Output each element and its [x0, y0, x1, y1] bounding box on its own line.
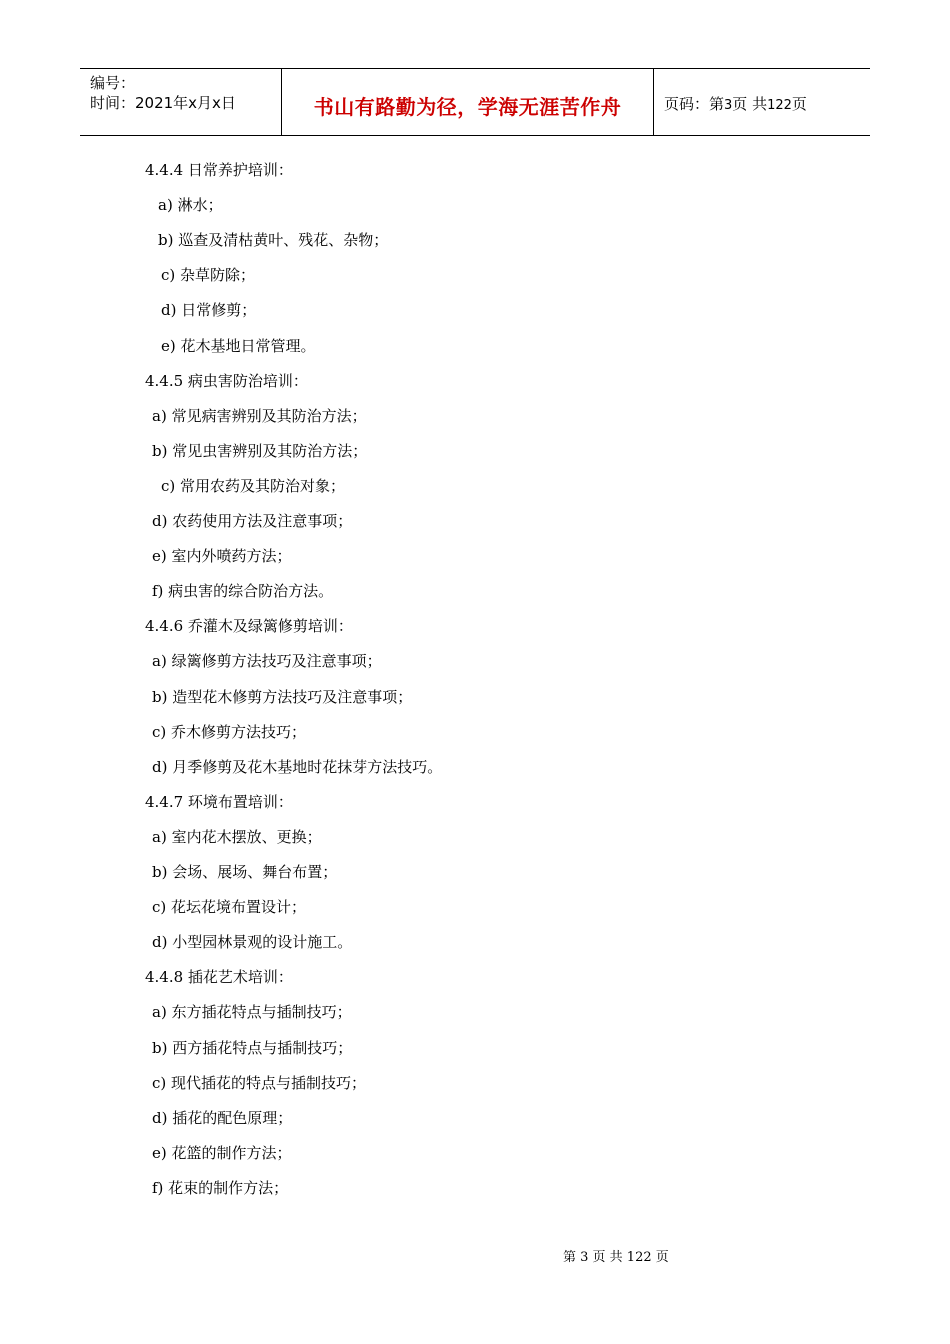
list-item: a) 东方插花特点与插制技巧；: [152, 1003, 352, 1022]
document-date-label: 时间：2021年x月x日: [90, 94, 236, 112]
list-item: d) 月季修剪及花木基地时花抹芽方法技巧。: [152, 757, 443, 776]
header-page-number: 3: [724, 98, 733, 113]
section-heading: 4.4.7 环境布置培训：: [145, 792, 293, 811]
list-item: a) 室内花木摆放、更换；: [152, 827, 322, 846]
header-page-total: 122: [767, 98, 792, 113]
list-item: e) 花篮的制作方法；: [152, 1143, 292, 1162]
list-item: d) 农药使用方法及注意事项；: [152, 512, 353, 530]
section-heading: 4.4.5 病虫害防治培训：: [145, 371, 308, 390]
page-footer: 第 3 页 共 122 页: [563, 1250, 669, 1265]
list-item: a) 绿篱修剪方法技巧及注意事项；: [152, 652, 382, 671]
list-item: d) 小型园林景观的设计施工。: [152, 933, 353, 952]
list-item: e) 花木基地日常管理。: [161, 336, 316, 355]
header-page-suffix: 页: [791, 95, 807, 113]
list-item: b) 会场、展场、舞台布置；: [152, 863, 338, 881]
list-item: c) 现代插花的特点与插制技巧；: [152, 1073, 367, 1092]
list-item: c) 杂草防除；: [161, 266, 256, 285]
header-motto-cell: [282, 69, 654, 135]
list-item: b) 常见虫害辨别及其防治方法；: [152, 441, 368, 460]
section-heading: 4.4.8 插花艺术培训：: [145, 968, 293, 987]
document-number-label: 编号：: [90, 74, 136, 92]
header-page-mid: 页 共: [732, 95, 768, 113]
header-motto: 书山有路勤为径，学海无涯苦作舟: [313, 95, 622, 119]
list-item: c) 乔木修剪方法技巧；: [152, 722, 307, 741]
page-header: [80, 68, 870, 136]
list-item: b) 巡查及清枯黄叶、残花、杂物；: [158, 231, 389, 250]
list-item: f) 病虫害的综合防治方法。: [152, 582, 334, 601]
header-page-cell: [654, 69, 870, 135]
list-item: d) 日常修剪；: [161, 301, 257, 320]
list-item: e) 室内外喷药方法；: [152, 547, 292, 566]
list-item: c) 常用农药及其防治对象；: [161, 476, 346, 495]
list-item: a) 常见病害辨别及其防治方法；: [152, 406, 367, 425]
list-item: b) 造型花木修剪方法技巧及注意事项；: [152, 687, 413, 706]
section-heading: 4.4.4 日常养护培训：: [145, 161, 293, 179]
list-item: a) 淋水；: [158, 196, 223, 215]
section-heading: 4.4.6 乔灌木及绿篱修剪培训：: [145, 617, 353, 636]
header-meta-cell: [80, 69, 282, 135]
list-item: f) 花束的制作方法；: [152, 1178, 289, 1197]
list-item: d) 插花的配色原理；: [152, 1108, 293, 1127]
list-item: c) 花坛花境布置设计；: [152, 898, 307, 917]
header-page-prefix: 页码：第: [664, 95, 725, 113]
list-item: b) 西方插花特点与插制技巧；: [152, 1038, 353, 1057]
